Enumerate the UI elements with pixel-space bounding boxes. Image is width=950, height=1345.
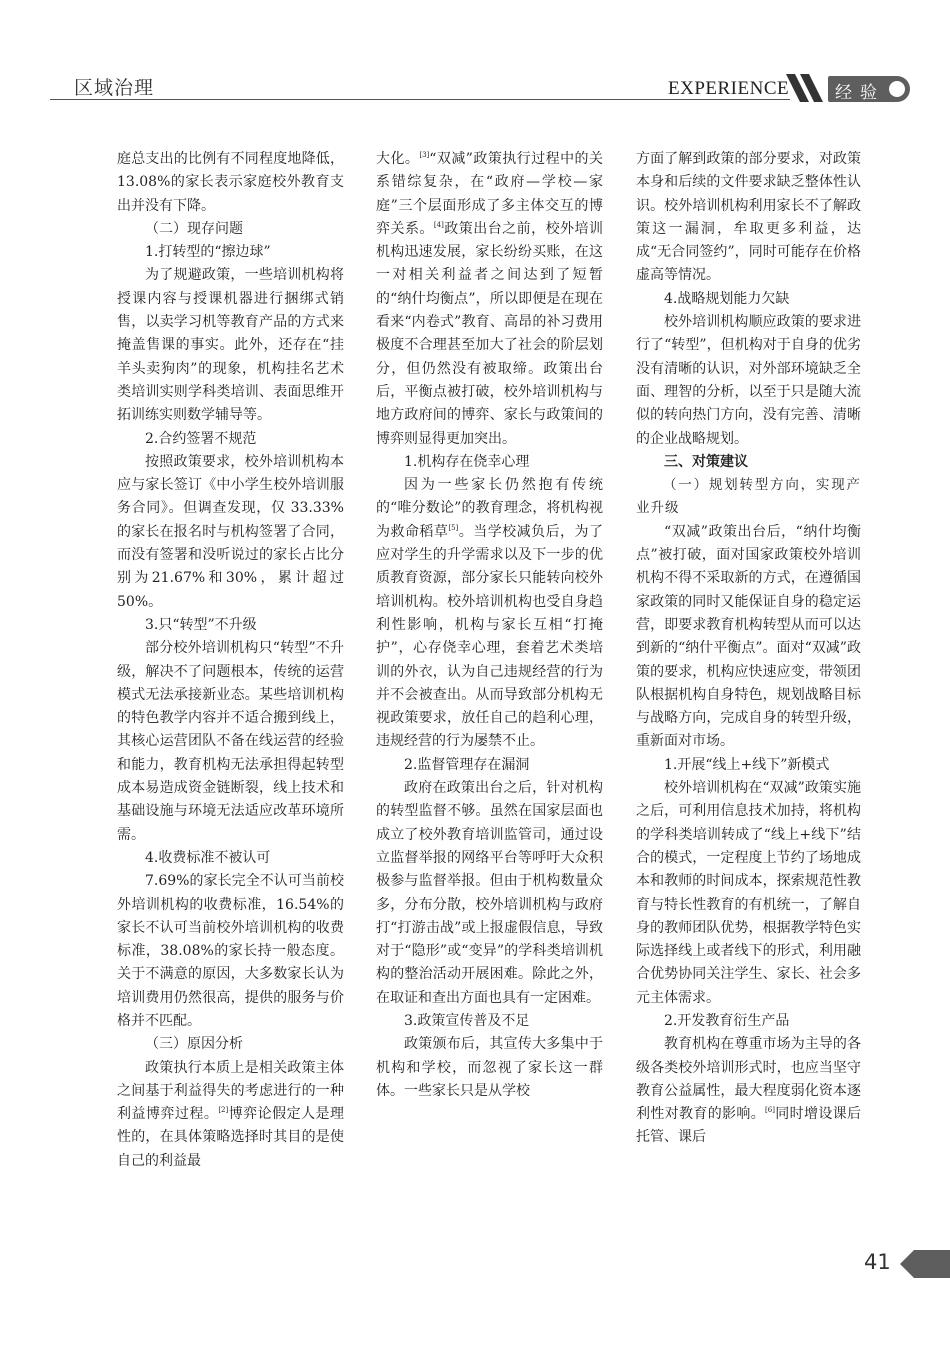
text-run: （一）规划转型方向，实现产业升级 [636,477,861,517]
text-run: 教育机构在尊重市场为主导的各级各类校外培训形式时，也应当坚守教育公益属性，最大程度弱化资本逐利性对教育的影响。 [636,1036,861,1123]
text-run: 3.政策宣传普及不足 [404,1012,530,1029]
citation-ref[interactable]: [4] [433,220,444,229]
text-run: “双减”政策出台后，“纳什均衡点”被打破，面对国家政策校外培训机构不得不采取新的方式，在遵循国家政策的同时又能保证自身的稳定运营，即要求教育机构转型从而可以达到新的“纳什平衡点”。面对“双减”政策的要求，机构应快速应变，带领团队根据机构自身特色，规划战略目标与战略方向，完成自身的转型升级，重新面对市场。 [636,523,861,750]
slash-decoration-icon [786,74,830,102]
text-run: 1.开展“线上+线下”新模式 [664,756,830,773]
section-heading [117,614,344,637]
section-heading [117,218,344,241]
section-heading [636,288,861,311]
section-heading [117,241,344,264]
text-run: “双减”政策执行过程中的关系错综复杂，在“政府—学校—家庭”三个层面形成了多主体交互的博弈关系。 [376,151,603,237]
paragraph [636,1033,861,1149]
text-run: 2.监督管理存在漏洞 [404,756,530,773]
text-run: 博弈论假定人是理性的，在具体策略选择时其目的是使自己的利益最 [117,1106,345,1169]
text-run: 因为一些家长仍然抱有传统的“唯分数论”的教育理念，将机构视为救命稻草 [376,477,603,540]
paragraph [117,1057,344,1173]
category-tag [828,76,910,102]
text-run: 2.开发教育衍生产品 [664,1012,790,1029]
paragraph [636,148,861,288]
text-run: 政策颁布后，其宣传大多集中于机构和学校，而忽视了家长这一群体。一些家长只是从学校 [376,1036,603,1099]
section-heading [117,847,344,870]
text-run: 政府在政策出台之后，针对机构的转型监督不够。虽然在国家层面也成立了校外教育培训监管司，通过设立监督举报的网络平台等呼吁大众积极参与监督举报。但由于机构数量众多，分布分散，校外培训机构与政府打“打游击战”或上报虚假信息，导致对于“隐形”或“变异”的学科类培训机构的整治活动开展困难。除此之外，在取证和查出方面也具有一定困难。 [376,780,603,1006]
text-run: 部分校外培训机构只“转型”不升级，解决不了问题根本，传统的运营模式无法承接新业态。某些培训机构的特色教学内容并不适合搬到线上，其核心运营团队不备在线运营的经验和能力，教育机构无法承担得起转型成本易造成资金链断裂，线上技术和基础设施与环境无法适应改革环境所需。 [117,640,344,843]
paragraph [376,474,603,754]
text-run: 。当学校减负后，为了应对学生的升学需求以及下一步的优质教育资源，部分家长只能转向校外培训机构。校外培训机构也受自身趋利性影响，机构与家长互相“打掩护”，心存侥幸心理，套着艺术类培训的外衣，认为自己违规经营的行为并不会被查出。从而导致部分机构无视政策要求，放任自己的趋利心理，违规经营的行为屡禁不止。 [376,523,603,750]
section-heading [636,754,861,777]
paragraph [376,148,603,451]
column-left [117,148,344,1173]
text-run: 4.战略规划能力欠缺 [664,290,790,307]
category-english: EXPERIENCE [668,78,790,99]
section-heading [376,451,603,474]
section-title: 区域治理 [74,77,155,99]
text-run: 三、对策建议 [664,453,748,470]
section-heading [117,1033,344,1056]
paragraph [117,148,344,218]
page-header [0,0,950,110]
paragraph [376,1033,603,1103]
paragraph [636,521,861,754]
citation-ref[interactable]: [2] [218,1106,229,1115]
text-run: 方面了解到政策的部分要求，对政策本身和后续的文件要求缺乏整体性认识。校外培训机构利用家长不了解政策这一漏洞，牟取更多利益，达成“无合同签约”，同时可能存在价格虚高等情况。 [636,151,861,284]
text-run: 4.收费标准不被认可 [145,849,271,866]
text-run: 校外培训机构在“双减”政策实施之后，可利用信息技术加持，将机构的学科类培训转成了“线上+线下”结合的模式，一定程度上节约了场地成本和教师的时间成本，探索规范性教育与特长性教育的有机统一，了解自身的教师团队优势，根据教学特色实际选择线上或者线下的形式，利用融合优势协同关注学生、家长、社会多元主体需求。 [636,780,861,1006]
text-run: 政策出台之前，校外培训机构迅速发展，家长纷纷买账，在这一对相关利益者之间达到了短暂的“纳什均衡点”，所以即便是在现在看来“内卷式”教育、高昂的补习费用极度不合理甚至加大了社会的阶层划分，但仍然没有被取缔。政策出台后，平衡点被打破，校外培训机构与地方政府间的博弈、家长与政策间的博弈则显得更加突出。 [376,220,604,447]
text-run: 为了规避政策，一些培训机构将授课内容与授课机器进行捆绑式销售，以卖学习机等教育产品的方式来掩盖售课的事实。此外，还存在“挂羊头卖狗肉”的现象，机构挂名艺术类培训实则学科类培训、表面思维开拓训练实则数学辅导等。 [117,267,344,424]
section-heading [636,474,861,521]
paragraph [117,264,344,427]
section-heading [376,1010,603,1033]
citation-ref[interactable]: [3] [419,151,430,159]
section-heading [117,428,344,451]
text-run: 大化。 [376,151,420,167]
paragraph [117,451,344,614]
citation-ref[interactable]: [5] [448,523,459,532]
paragraph [117,870,344,1033]
circle-icon [889,81,905,97]
text-run: 校外培训机构顺应政策的要求进行了“转型”，但机构对于自身的优劣没有清晰的认识，对外部环境缺乏全面、理智的分析，以至于只是随大流似的转向热门方向，没有完善、清晰的企业战略规划。 [636,314,861,447]
section-heading [636,1010,861,1033]
paragraph [636,777,861,1010]
page-tab-icon [900,1250,950,1278]
column-right [636,148,861,1150]
category-chinese: 经验 [835,83,885,103]
text-run: 1.打转型的“擦边球” [145,244,271,261]
paragraph [117,637,344,847]
text-run: 3.只“转型”不升级 [145,616,257,633]
text-run: 同时增设课后托管、课后 [636,1106,861,1146]
text-run: （二）现存问题 [145,220,243,237]
text-run: 按照政策要求，校外培训机构本应与家长签订《中小学生校外培训服务合同》。但调查发现，仅 33.33%的家长在报名时与机构签署了合同，而没有签署和没听说过的家长占比分别为21.67%和30%，累计超过50%。 [117,453,344,610]
paragraph [376,777,603,1010]
column-middle [376,148,603,1103]
text-run: （三）原因分析 [145,1036,243,1053]
text-run: 2.合约签署不规范 [145,430,257,447]
page-number: 41 [864,1250,891,1274]
text-run: 政策执行本质上是相关政策主体之间基于利益得失的考虑进行的一种利益博弈过程。 [117,1059,344,1123]
citation-ref[interactable]: [6] [765,1106,775,1115]
text-run: 庭总支出的比例有不同程度地降低，13.08%的家长表示家庭校外教育支出并没有下降。 [117,151,344,214]
text-run: 1.机构存在侥幸心理 [404,453,530,470]
paragraph [636,311,861,451]
section-heading [376,754,603,777]
section-heading [636,451,861,474]
text-run: 7.69%的家长完全不认可当前校外培训机构的收费标准，16.54%的家长不认可当前校外培训机构的收费标准，38.08%的家长持一般态度。关于不满意的原因，大多数家长认为培训费用仍然很高，提供的服务与价格并不匹配。 [117,873,344,1029]
